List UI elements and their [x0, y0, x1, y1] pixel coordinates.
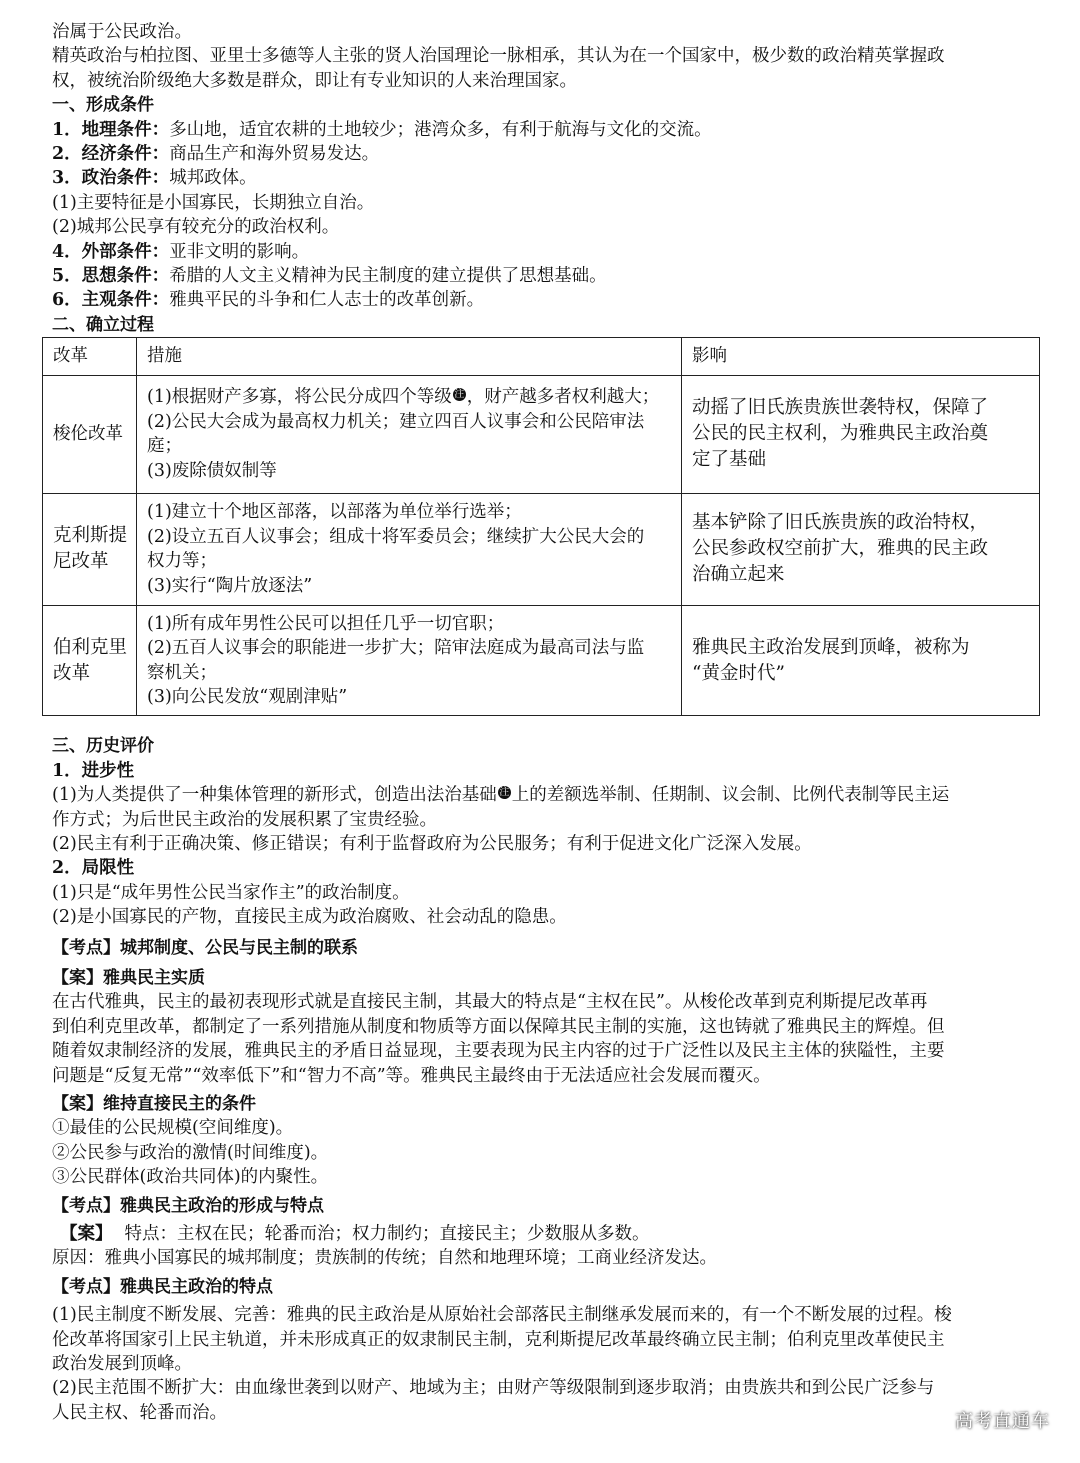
paragraph-line: (1)只是“成年男性公民当家作主”的政治制度。	[52, 882, 410, 903]
table-row	[43, 605, 1040, 716]
table-header-row	[43, 338, 1040, 375]
paragraph-line: (2)是小国寡民的产物，直接民主成为政治腐败、社会动乱的隐患。	[52, 907, 567, 928]
paragraph-line: 到伯利克里改革，都制定了一系列措施从制度和物质等方面以保障其民主制的实施，这也铸就了雅典民主的辉煌。但	[52, 1016, 945, 1037]
table-header: 影响	[682, 338, 1040, 375]
paragraph-line: 随着奴隶制经济的发展，雅典民主的矛盾日益显现，主要表现为民主内容的过于广泛性以及民主主体的狭隘性，主要	[52, 1041, 945, 1062]
intro-line: 精英政治与柏拉图、亚里士多德等人主张的贤人治国理论一脉相承，其认为在一个国家中，极少数的政治精英掌握政	[52, 46, 945, 67]
reform-measures: (1)根据财产多寡，将公民分成四个等级 注 ，财产越多者权利越大； (2)公民大会成为最高权力机关；建立四百人议事会和公民陪审法 庭； (3)废除债奴制等	[137, 375, 682, 493]
paragraph-line: 【案】 特点：主权在民；轮番而治；权力制约；直接民主；少数服从多数。	[60, 1224, 650, 1245]
reform-table	[42, 337, 1040, 716]
paragraph-line: 人民主权、轮番而治。	[52, 1402, 227, 1423]
case-heading: 【案】雅典民主实质	[52, 967, 205, 988]
paragraph-line: 政治发展到顶峰。	[52, 1354, 192, 1375]
condition-item: 3．政治条件：城邦政体。	[52, 168, 257, 189]
list-item: ①最佳的公民规模(空间维度)。	[52, 1118, 294, 1139]
table-row	[43, 375, 1040, 493]
section-heading: 一、形成条件	[52, 95, 154, 116]
kaodian-heading: 【考点】雅典民主政治的特点	[52, 1276, 273, 1297]
table-header: 措施	[137, 338, 682, 375]
kaodian-heading: 【考点】雅典民主政治的形成与特点	[52, 1195, 324, 1216]
condition-item: 6．主观条件：雅典平民的斗争和仁人志士的改革创新。	[52, 290, 485, 311]
case-heading: 【案】维持直接民主的条件	[52, 1094, 256, 1114]
list-item: ③公民群体(政治共同体)的内聚性。	[52, 1167, 329, 1188]
reform-measures: (1)所有成年男性公民可以担任几乎一切官职； (2)五百人议事会的职能进一步扩大；陪审法庭成为最高司法与监 察机关； (3)向公民发放“观剧津贴”	[137, 605, 682, 716]
paragraph-line: 原因：雅典小国寡民的城邦制度；贵族制的传统；自然和地理环境；工商业经济发达。	[52, 1248, 717, 1269]
table-row	[43, 493, 1040, 605]
subsection-heading: 1．进步性	[52, 760, 135, 781]
section-heading: 三、历史评价	[52, 736, 154, 757]
section-heading: 二、确立过程	[52, 314, 154, 335]
table-header: 改革	[43, 338, 137, 375]
watermark: 高考直通车	[955, 1411, 1050, 1432]
condition-subitem: (2)城邦公民享有较充分的政治权利。	[52, 217, 340, 238]
reform-name: 梭伦改革	[43, 375, 137, 493]
reform-name: 伯利克里 改革	[43, 605, 137, 716]
reform-measures: (1)建立十个地区部落，以部落为单位举行选举； (2)设立五百人议事会；组成十将军委员会；继续扩大公民大会的 权力等； (3)实行“陶片放逐法”	[137, 493, 682, 605]
paragraph-line: 作方式；为后世民主政治的发展积累了宝贵经验。	[52, 809, 437, 830]
reform-name: 克利斯提 尼改革	[43, 493, 137, 605]
kaodian-heading: 【考点】城邦制度、公民与民主制的联系	[52, 937, 358, 958]
condition-subitem: (1)主要特征是小国寡民，长期独立自治。	[52, 192, 375, 213]
paragraph-line: (1)为人类提供了一种集体管理的新形式，创造出法治基础 注 上的差额选举制、任期制、议会制、比例代表制等民主运	[52, 785, 950, 806]
footnote-marker-icon: 注	[499, 787, 510, 799]
condition-item: 2．经济条件：商品生产和海外贸易发达。	[52, 144, 380, 165]
intro-line: 权，被统治阶级绝大多数是群众，即让有专业知识的人来治理国家。	[52, 70, 577, 91]
paragraph-line: 在古代雅典，民主的最初表现形式就是直接民主制，其最大的特点是“主权在民”。从梭伦改革到克利斯提尼改革再	[52, 992, 928, 1013]
intro-line: 治属于公民政治。	[52, 22, 192, 42]
list-item: ②公民参与政治的激情(时间维度)。	[52, 1142, 329, 1163]
condition-item: 4．外部条件：亚非文明的影响。	[52, 241, 310, 262]
reform-impact: 雅典民主政治发展到顶峰，被称为 “黄金时代”	[682, 605, 1040, 716]
paragraph-line: (1)民主制度不断发展、完善：雅典的民主政治是从原始社会部落民主制继承发展而来的，有一个不断发展的过程。梭	[52, 1305, 952, 1326]
paragraph-line: 问题是“反复无常”“效率低下”和“智力不高”等。雅典民主最终由于无法适应社会发展而覆灭。	[52, 1065, 771, 1086]
paragraph-line: 伦改革将国家引上民主轨道，并未形成真正的奴隶制民主制，克利斯提尼改革最终确立民主制；伯利克里改革使民主	[52, 1329, 945, 1350]
paragraph-line: (2)民主有利于正确决策、修正错误；有利于监督政府为公民服务；有利于促进文化广泛深入发展。	[52, 833, 812, 854]
footnote-marker-icon: 注	[454, 389, 465, 401]
condition-item: 5．思想条件：希腊的人文主义精神为民主制度的建立提供了思想基础。	[52, 266, 607, 287]
reform-impact: 基本铲除了旧氏族贵族的政治特权， 公民参政权空前扩大，雅典的民主政 治确立起来	[682, 493, 1040, 605]
document-page	[52, 20, 1042, 1425]
condition-item: 1．地理条件：多山地，适宜农耕的土地较少；港湾众多，有利于航海与文化的交流。	[52, 119, 712, 140]
subsection-heading: 2．局限性	[52, 858, 135, 879]
paragraph-line: (2)民主范围不断扩大：由血缘世袭到以财产、地域为主；由财产等级限制到逐步取消；由贵族共和到公民广泛参与	[52, 1378, 935, 1399]
reform-impact: 动摇了旧氏族贵族世袭特权，保障了 公民的民主权利，为雅典民主政治奠 定了基础	[682, 375, 1040, 493]
